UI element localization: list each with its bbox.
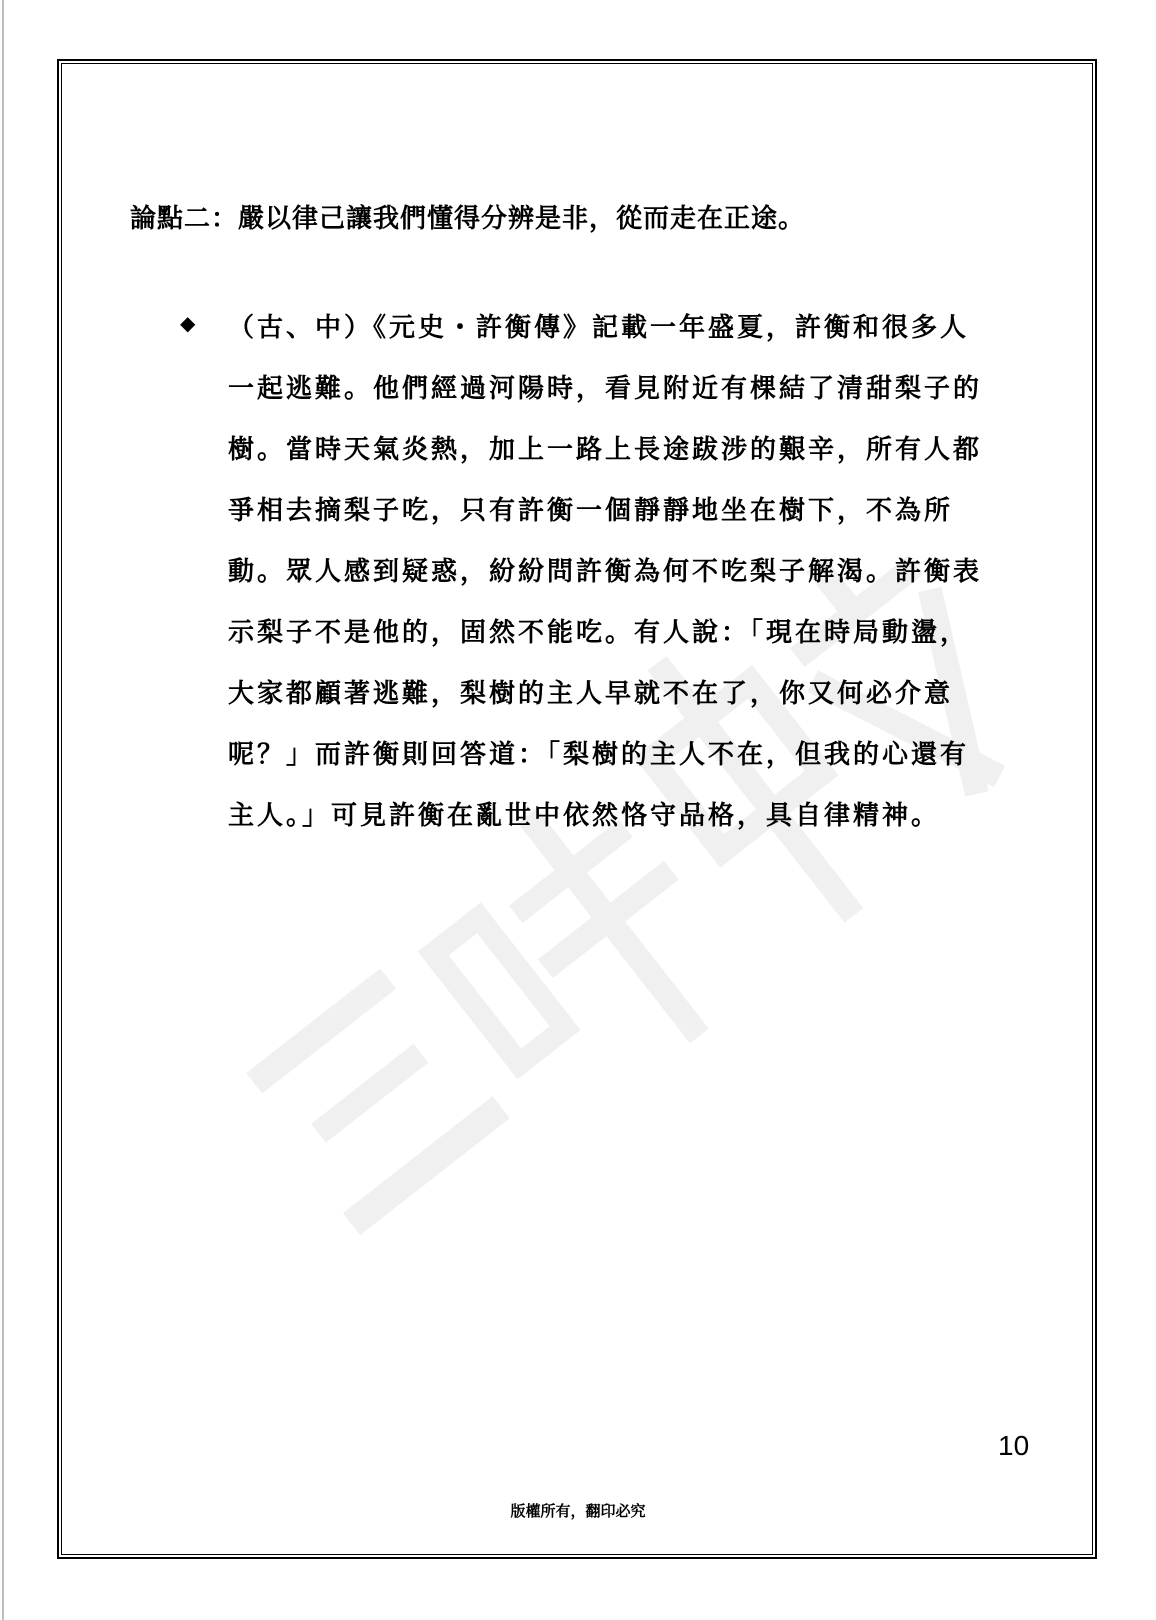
paragraph-line: 示梨子不是他的，固然不能吃。有人說：「現在時局動盪， [228, 618, 970, 648]
paragraph-line: 動。眾人感到疑惑，紛紛問許衡為何不吃梨子解渴。許衡表 [228, 557, 983, 587]
paragraph-line: 呢？」而許衡則回答道：「梨樹的主人不在，但我的心還有 [228, 740, 970, 770]
page-edge-rule [2, 0, 4, 1620]
watermark-text: 三味中文 [150, 480, 154, 481]
copyright-footer: 版權所有，翻印必究 [510, 1502, 646, 1520]
page-number: 10 [998, 1430, 1030, 1461]
example-paragraph [228, 298, 1038, 847]
paragraph-line: 主人。」可見許衡在亂世中依然恪守品格，具自律精神。 [228, 801, 941, 831]
paragraph-line: 爭相去摘梨子吃，只有許衡一個靜靜地坐在樹下，不為所 [228, 496, 954, 526]
paragraph-line: 大家都顧著逃難，梨樹的主人早就不在了，你又何必介意 [228, 679, 954, 709]
paragraph-line: （古、中）《元史・許衡傳》記載一年盛夏，許衡和很多人 [228, 313, 970, 343]
paragraph-line: 樹。當時天氣炎熱，加上一路上長途跋涉的艱辛，所有人都 [228, 435, 983, 465]
argument-heading: 論點二：嚴以律己讓我們懂得分辨是非，從而走在正途。 [130, 204, 806, 234]
paragraph-line: 一起逃難。他們經過河陽時，看見附近有棵結了清甜梨子的 [228, 374, 983, 404]
bullet-diamond-icon: ◆ [180, 311, 196, 335]
